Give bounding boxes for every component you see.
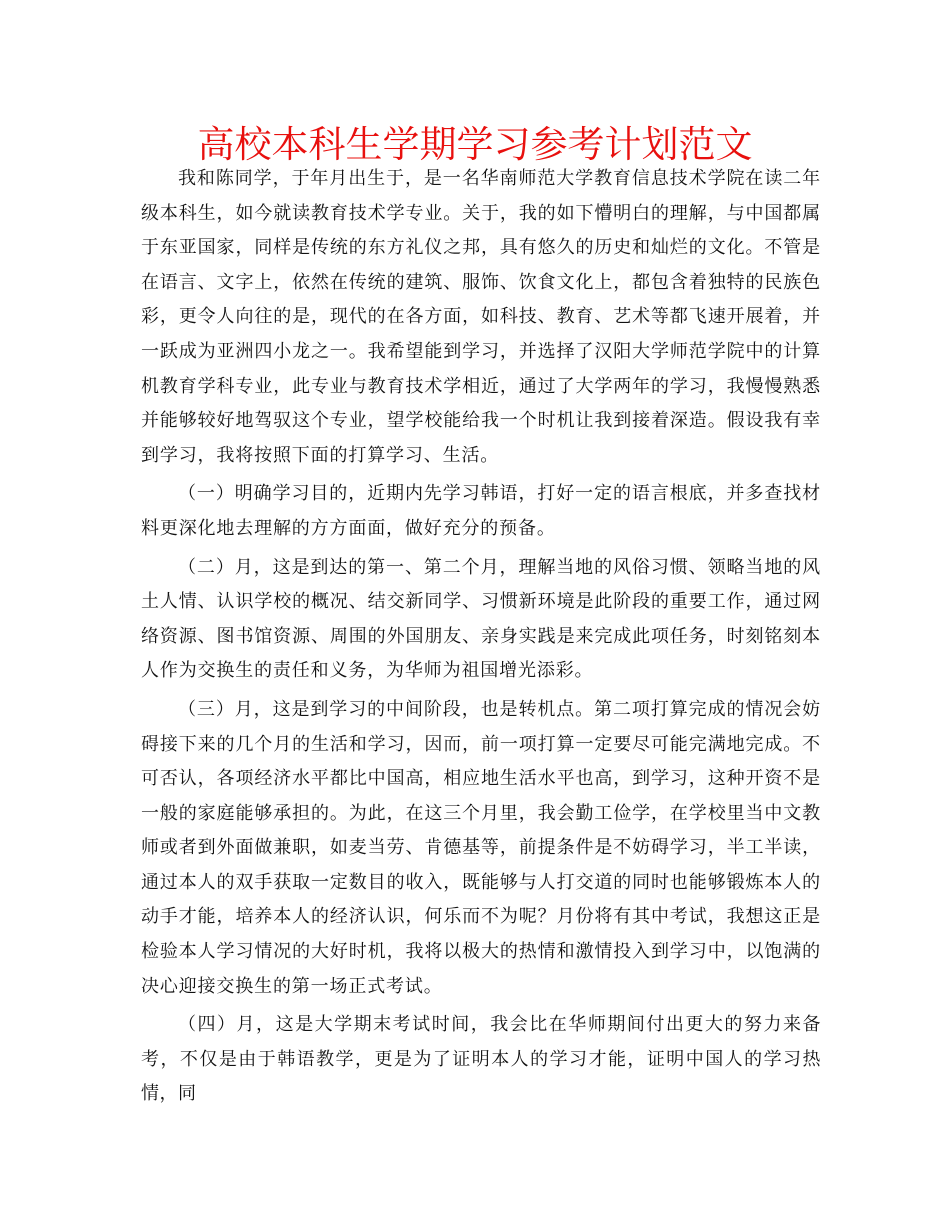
paragraph-step-1: （一）明确学习目的，近期内先学习韩语，打好一定的语言根底，并多查找材料更深化地去理解的方方面面，做好充分的预备。 bbox=[141, 483, 821, 539]
paragraph-step-3: （三）月，这是到学习的中间阶段，也是转机点。第二项打算完成的情况会妨碍接下来的几个月的生活和学习，因而，前一项打算一定要尽可能完满地完成。不可否认，各项经济水平都比中国高，相应地生活水平也高，到学习，这种开资不是一般的家庭能够承担的。为此，在这三个月里，我会勤工俭学，在学校里当中文教师或者到外面做兼职，如麦当劳、肯德基等，前提条件是不妨碍学习，半工半读，通过本人的双手获取一定数目的收入，既能够与人打交道的同时也能够锻炼本人的动手才能，培养本人的经济认识，何乐而不为呢？月份将有其中考试，我想这正是检验本人学习情况的大好时机，我将以极大的热情和激情投入到学习中，以饱满的决心迎接交换生的第一场正式考试。 bbox=[141, 698, 821, 997]
paragraph-step-4: （四）月，这是大学期末考试时间，我会比在华师期间付出更大的努力来备考，不仅是由于韩语教学，更是为了证明本人的学习才能，证明中国人的学习热情，同 bbox=[141, 1014, 821, 1105]
document-body bbox=[141, 162, 821, 1116]
document-title: 高校本科生学期学习参考计划范文 bbox=[197, 123, 753, 166]
paragraph-step-2: （二）月，这是到达的第一、第二个月，理解当地的风俗习惯、领略当地的风土人情、认识学校的概况、结交新同学、习惯新环境是此阶段的重要工作，通过网络资源、图书馆资源、周围的外国朋友、亲身实践是来完成此项任务，时刻铭刻本人作为交换生的责任和义务，为华师为祖国增光添彩。 bbox=[141, 556, 821, 682]
paragraph-intro: 我和陈同学，于年月出生于，是一名华南师范大学教育信息技术学院在读二年级本科生，如今就读教育技术学专业。关于，我的如下懵明白的理解，与中国都属于东亚国家，同样是传统的东方礼仪之邦，具有悠久的历史和灿烂的文化。不管是在语言、文字上，依然在传统的建筑、服饰、饮食文化上，都包含着独特的民族色彩，更令人向往的是，现代的在各方面，如科技、教育、艺术等都飞速开展着，并一跃成为亚洲四小龙之一。我希望能到学习，并选择了汉阳大学师范学院中的计算机教育学科专业，此专业与教育技术学相近，通过了大学两年的学习，我慢慢熟悉并能够较好地驾驭这个专业，望学校能给我一个时机让我到接着深造。假设我有幸到学习，我将按照下面的打算学习、生活。 bbox=[141, 168, 821, 466]
